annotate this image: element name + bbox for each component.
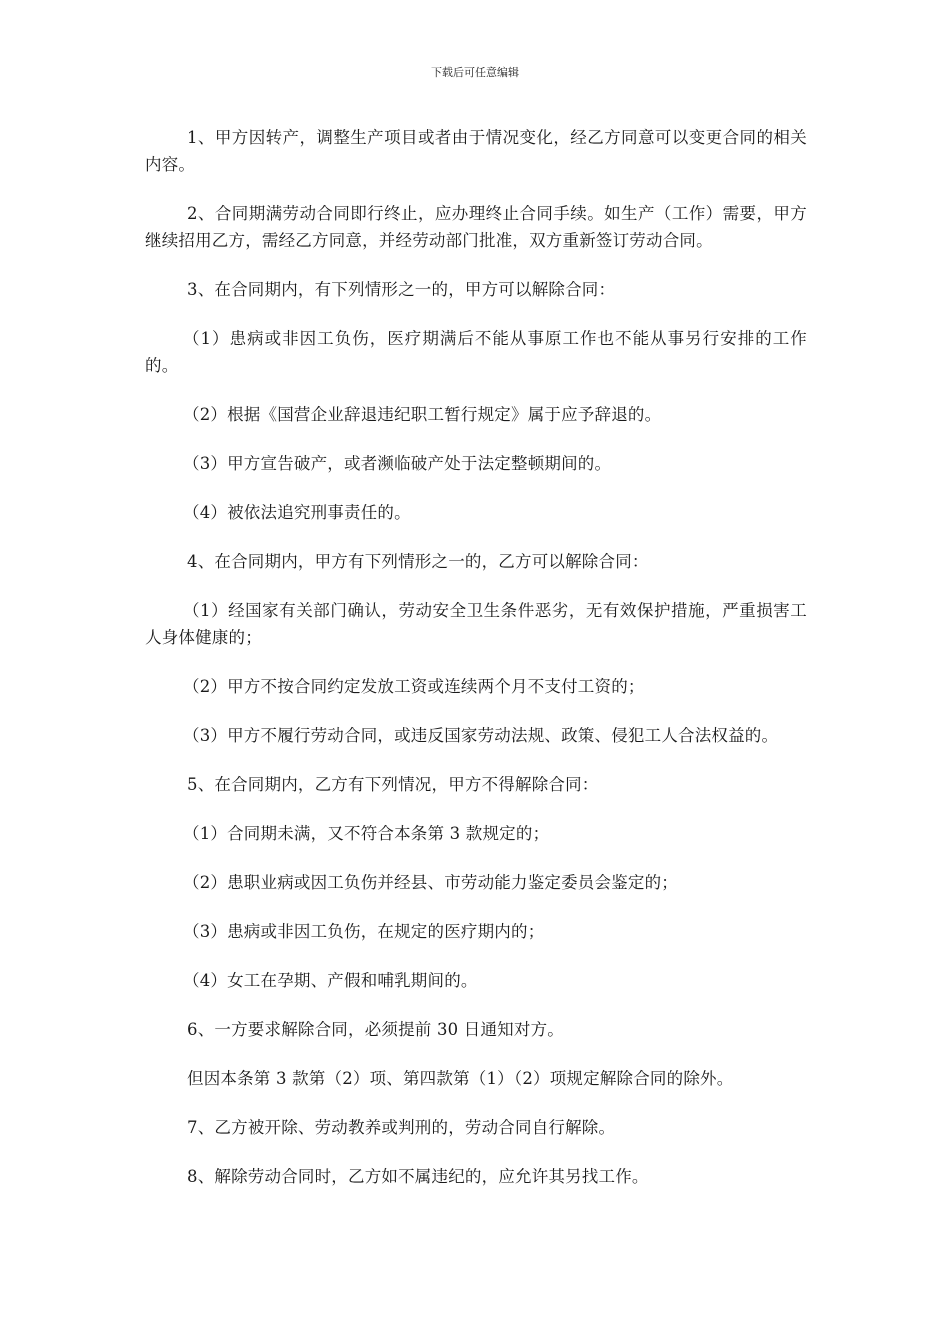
clause-2: 2、合同期满劳动合同即行终止，应办理终止合同手续。如生产（工作）需要，甲方继续招用乙方，需经乙方同意，并经劳动部门批准，双方重新签订劳动合同。 xyxy=(145,204,807,250)
clause-6-exception: 但因本条第 3 款第（2）项、第四款第（1）（2）项规定解除合同的除外。 xyxy=(187,1069,734,1088)
clause-3: 3、在合同期内，有下列情形之一的，甲方可以解除合同： xyxy=(187,280,616,299)
clause-4-sub-2: （2）甲方不按合同约定发放工资或连续两个月不支付工资的； xyxy=(183,677,645,696)
clause-4-sub-3: （3）甲方不履行劳动合同，或违反国家劳动法规、政策、侵犯工人合法权益的。 xyxy=(183,726,779,745)
page-header: 下载后可任意编辑 xyxy=(431,66,519,79)
clause-4: 4、在合同期内，甲方有下列情形之一的，乙方可以解除合同： xyxy=(187,552,649,571)
clause-5-sub-3: （3）患病或非因工负伤，在规定的医疗期内的； xyxy=(183,922,545,941)
clause-4-sub-1: （1）经国家有关部门确认，劳动安全卫生条件恶劣，无有效保护措施，严重损害工人身体健康的； xyxy=(145,601,807,647)
document-body xyxy=(145,124,807,1212)
clause-3-sub-2: （2）根据《国营企业辞退违纪职工暂行规定》属于应予辞退的。 xyxy=(183,405,662,424)
clause-3-sub-1: （1）患病或非因工负伤，医疗期满后不能从事原工作也不能从事另行安排的工作的。 xyxy=(145,329,807,375)
clause-5: 5、在合同期内，乙方有下列情况，甲方不得解除合同： xyxy=(187,775,599,794)
clause-6: 6、一方要求解除合同，必须提前 30 日通知对方。 xyxy=(187,1020,564,1039)
clause-5-sub-1: （1）合同期未满，又不符合本条第 3 款规定的； xyxy=(183,824,550,843)
clause-1: 1、甲方因转产，调整生产项目或者由于情况变化，经乙方同意可以变更合同的相关内容。 xyxy=(145,128,807,174)
clause-5-sub-2: （2）患职业病或因工负伤并经县、市劳动能力鉴定委员会鉴定的； xyxy=(183,873,678,892)
clause-8: 8、解除劳动合同时，乙方如不属违纪的，应允许其另找工作。 xyxy=(187,1167,649,1186)
clause-3-sub-3: （3）甲方宣告破产，或者濒临破产处于法定整顿期间的。 xyxy=(183,454,612,473)
clause-5-sub-4: （4）女工在孕期、产假和哺乳期间的。 xyxy=(183,971,478,990)
clause-7: 7、乙方被开除、劳动教养或判刑的，劳动合同自行解除。 xyxy=(187,1118,616,1137)
clause-3-sub-4: （4）被依法追究刑事责任的。 xyxy=(183,503,411,522)
